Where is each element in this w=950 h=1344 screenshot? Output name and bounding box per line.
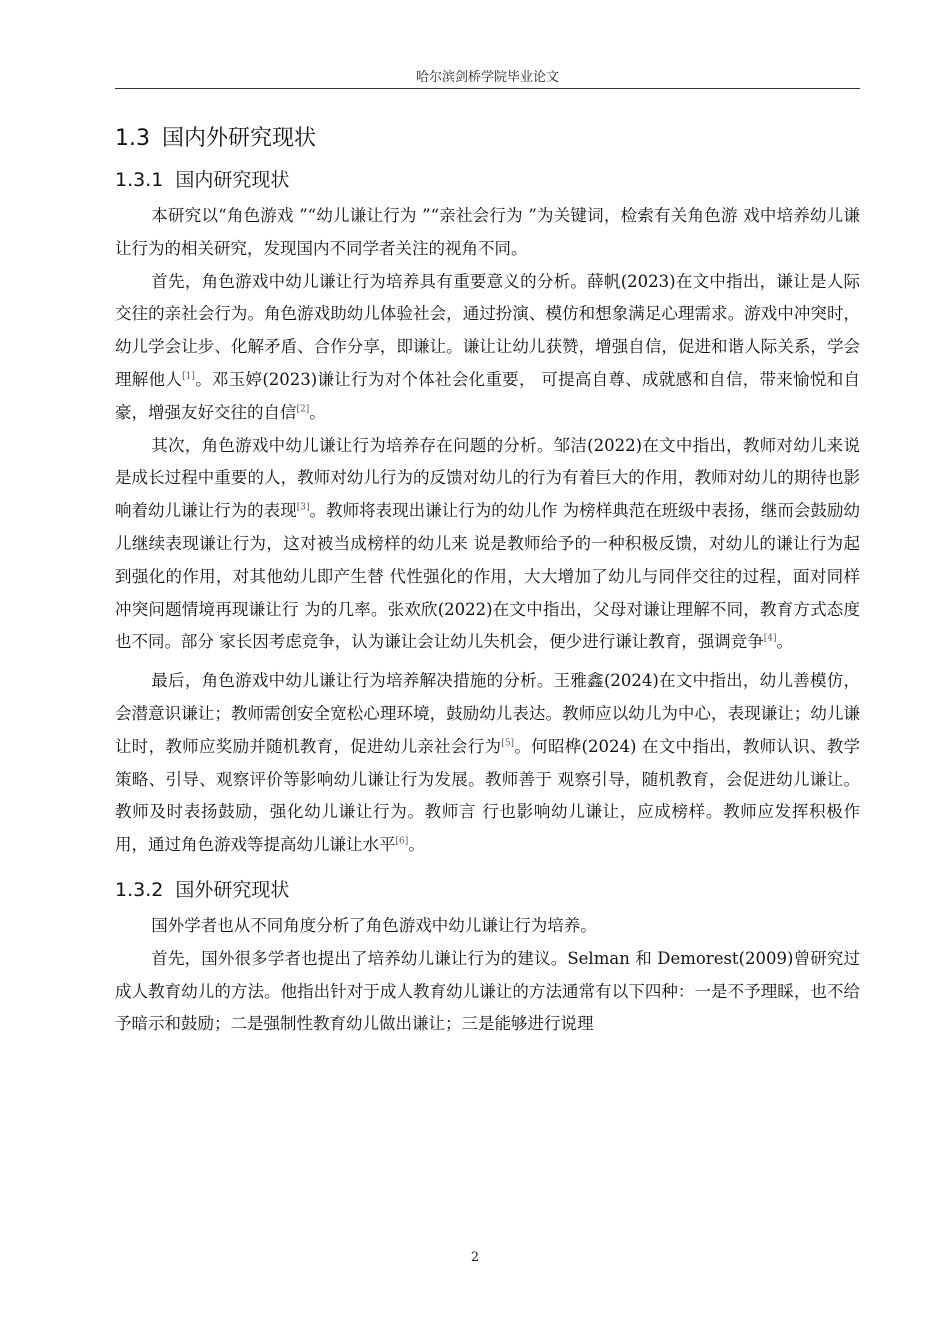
citation-ref-4: [4]: [763, 633, 777, 644]
subsection-heading-domestic: [115, 160, 860, 200]
paragraph-text: 。: [776, 632, 793, 652]
paragraph-text: 其次，角色游戏中幼儿谦让行为培养存在问题的分析。邹洁(2022)在文中指出，教师对幼儿来说是成长过程中重要的人，教师对幼儿行为的反馈对幼儿的行为有着巨大的作用，教师对幼儿的期待也影响着幼儿谦让行为的表现: [115, 435, 860, 521]
header-rule: [115, 88, 860, 89]
section-heading: [115, 118, 860, 160]
paragraph-keywords: 本研究以“角色游戏 ”“幼儿谦让行为 ”“亲社会行为 ”为关键词，检索有关角色游 戏中培养幼儿谦让行为的相关研究，发现国内不同学者关注的视角不同。: [115, 206, 860, 258]
section-number: 1.3: [115, 126, 150, 151]
citation-ref-2: [2]: [296, 404, 310, 415]
running-header: 哈尔滨剑桥学院毕业论文: [415, 70, 559, 85]
paragraph-text: 。何昭桦(2024) 在文中指出，教师认识、教学策略、引导、观察评价等影响幼儿谦让行为发展。教师善于 观察引导，随机教育，会促进幼儿谦让。教师及时表扬鼓励，强化幼儿谦让行为。教师言 行也影响幼儿谦让，应成榜样。教师应发挥积极作用，通过角色游戏等提高幼儿谦让水平: [115, 736, 860, 855]
paragraph-significance: [115, 266, 860, 430]
citation-ref-1: [1]: [182, 371, 195, 382]
subsection-title: 国内研究现状: [175, 169, 290, 191]
section-title: 国内外研究现状: [162, 126, 317, 151]
paragraph-text: 。: [408, 835, 425, 855]
citation-ref-6: [6]: [395, 836, 409, 847]
paragraph-foreign-suggestions: 首先，国外很多学者也提出了培养幼儿谦让行为的建议。Selman 和 Demorest(2009)曾研究过成人教育幼儿的方法。他指出针对于成人教育幼儿谦让的方法通常有以下四种：一是不予理睬，也不给予暗示和鼓励；二是强制性教育幼儿做出谦让；三是能够进行说理: [115, 948, 860, 1034]
citation-ref-5: [5]: [501, 738, 515, 749]
paragraph-text: 。教师将表现出谦让行为的幼儿作 为榜样典范在班级中表扬，继而会鼓励幼儿继续表现谦让行为，这对被当成榜样的幼儿来 说是教师给予的一种积极反馈，对幼儿的谦让行为起到强化的作用，对其他幼儿即产生替 代性强化的作用，大大增加了幼儿与同伴交往的过程，面对同样冲突问题情境再现谦让行 为的几率。张欢欣(2022)在文中指出，父母对谦让理解不同，教育方式态度也不同。部分 家长因考虑竞争，认为谦让会让幼儿失机会，便少进行谦让教育，强调竞争: [115, 501, 861, 652]
paragraph-text: 。: [309, 402, 326, 422]
subsection-number: 1.3.2: [115, 878, 164, 901]
paragraph-text: 。邓玉婷(2023)谦让行为对个体社会化重要， 可提高自尊、成就感和自信，带来愉悦和自豪，增强友好交往的自信: [115, 369, 860, 422]
subsection-number: 1.3.1: [115, 169, 164, 191]
subsection-heading-foreign: [115, 870, 860, 910]
paragraph-text: 最后，角色游戏中幼儿谦让行为培养解决措施的分析。王雅鑫(2024)在文中指出，幼儿善模仿，会潜意识谦让；教师需创安全宽松心理环境，鼓励幼儿表达。教师应以幼儿为中心，表现谦让；幼儿谦让时，教师应奖励并随机教育，促进幼儿亲社会行为: [115, 671, 860, 756]
paragraph-solutions: [115, 665, 860, 862]
page-body: [115, 118, 860, 1041]
page-number: 2: [470, 1250, 480, 1265]
paragraph-problems: [115, 430, 860, 660]
citation-ref-3: [3]: [296, 502, 310, 513]
subsection-title: 国外研究现状: [175, 878, 290, 901]
paragraph-text: 首先，角色游戏中幼儿谦让行为培养具有重要意义的分析。薛帆(2023)在文中指出，谦让是人际交往的亲社会行为。角色游戏助幼儿体验社会，通过扮演、模仿和想象满足心理需求。游戏中冲突时，幼儿学会让步、化解矛盾、合作分享，即谦让。谦让让幼儿获赞，增强自信，促进和谐人际关系，学会理解他人: [115, 271, 860, 389]
spacer: [115, 862, 860, 870]
paragraph-foreign-intro: 国外学者也从不同角度分析了角色游戏中幼儿谦让行为培养。: [151, 915, 597, 935]
